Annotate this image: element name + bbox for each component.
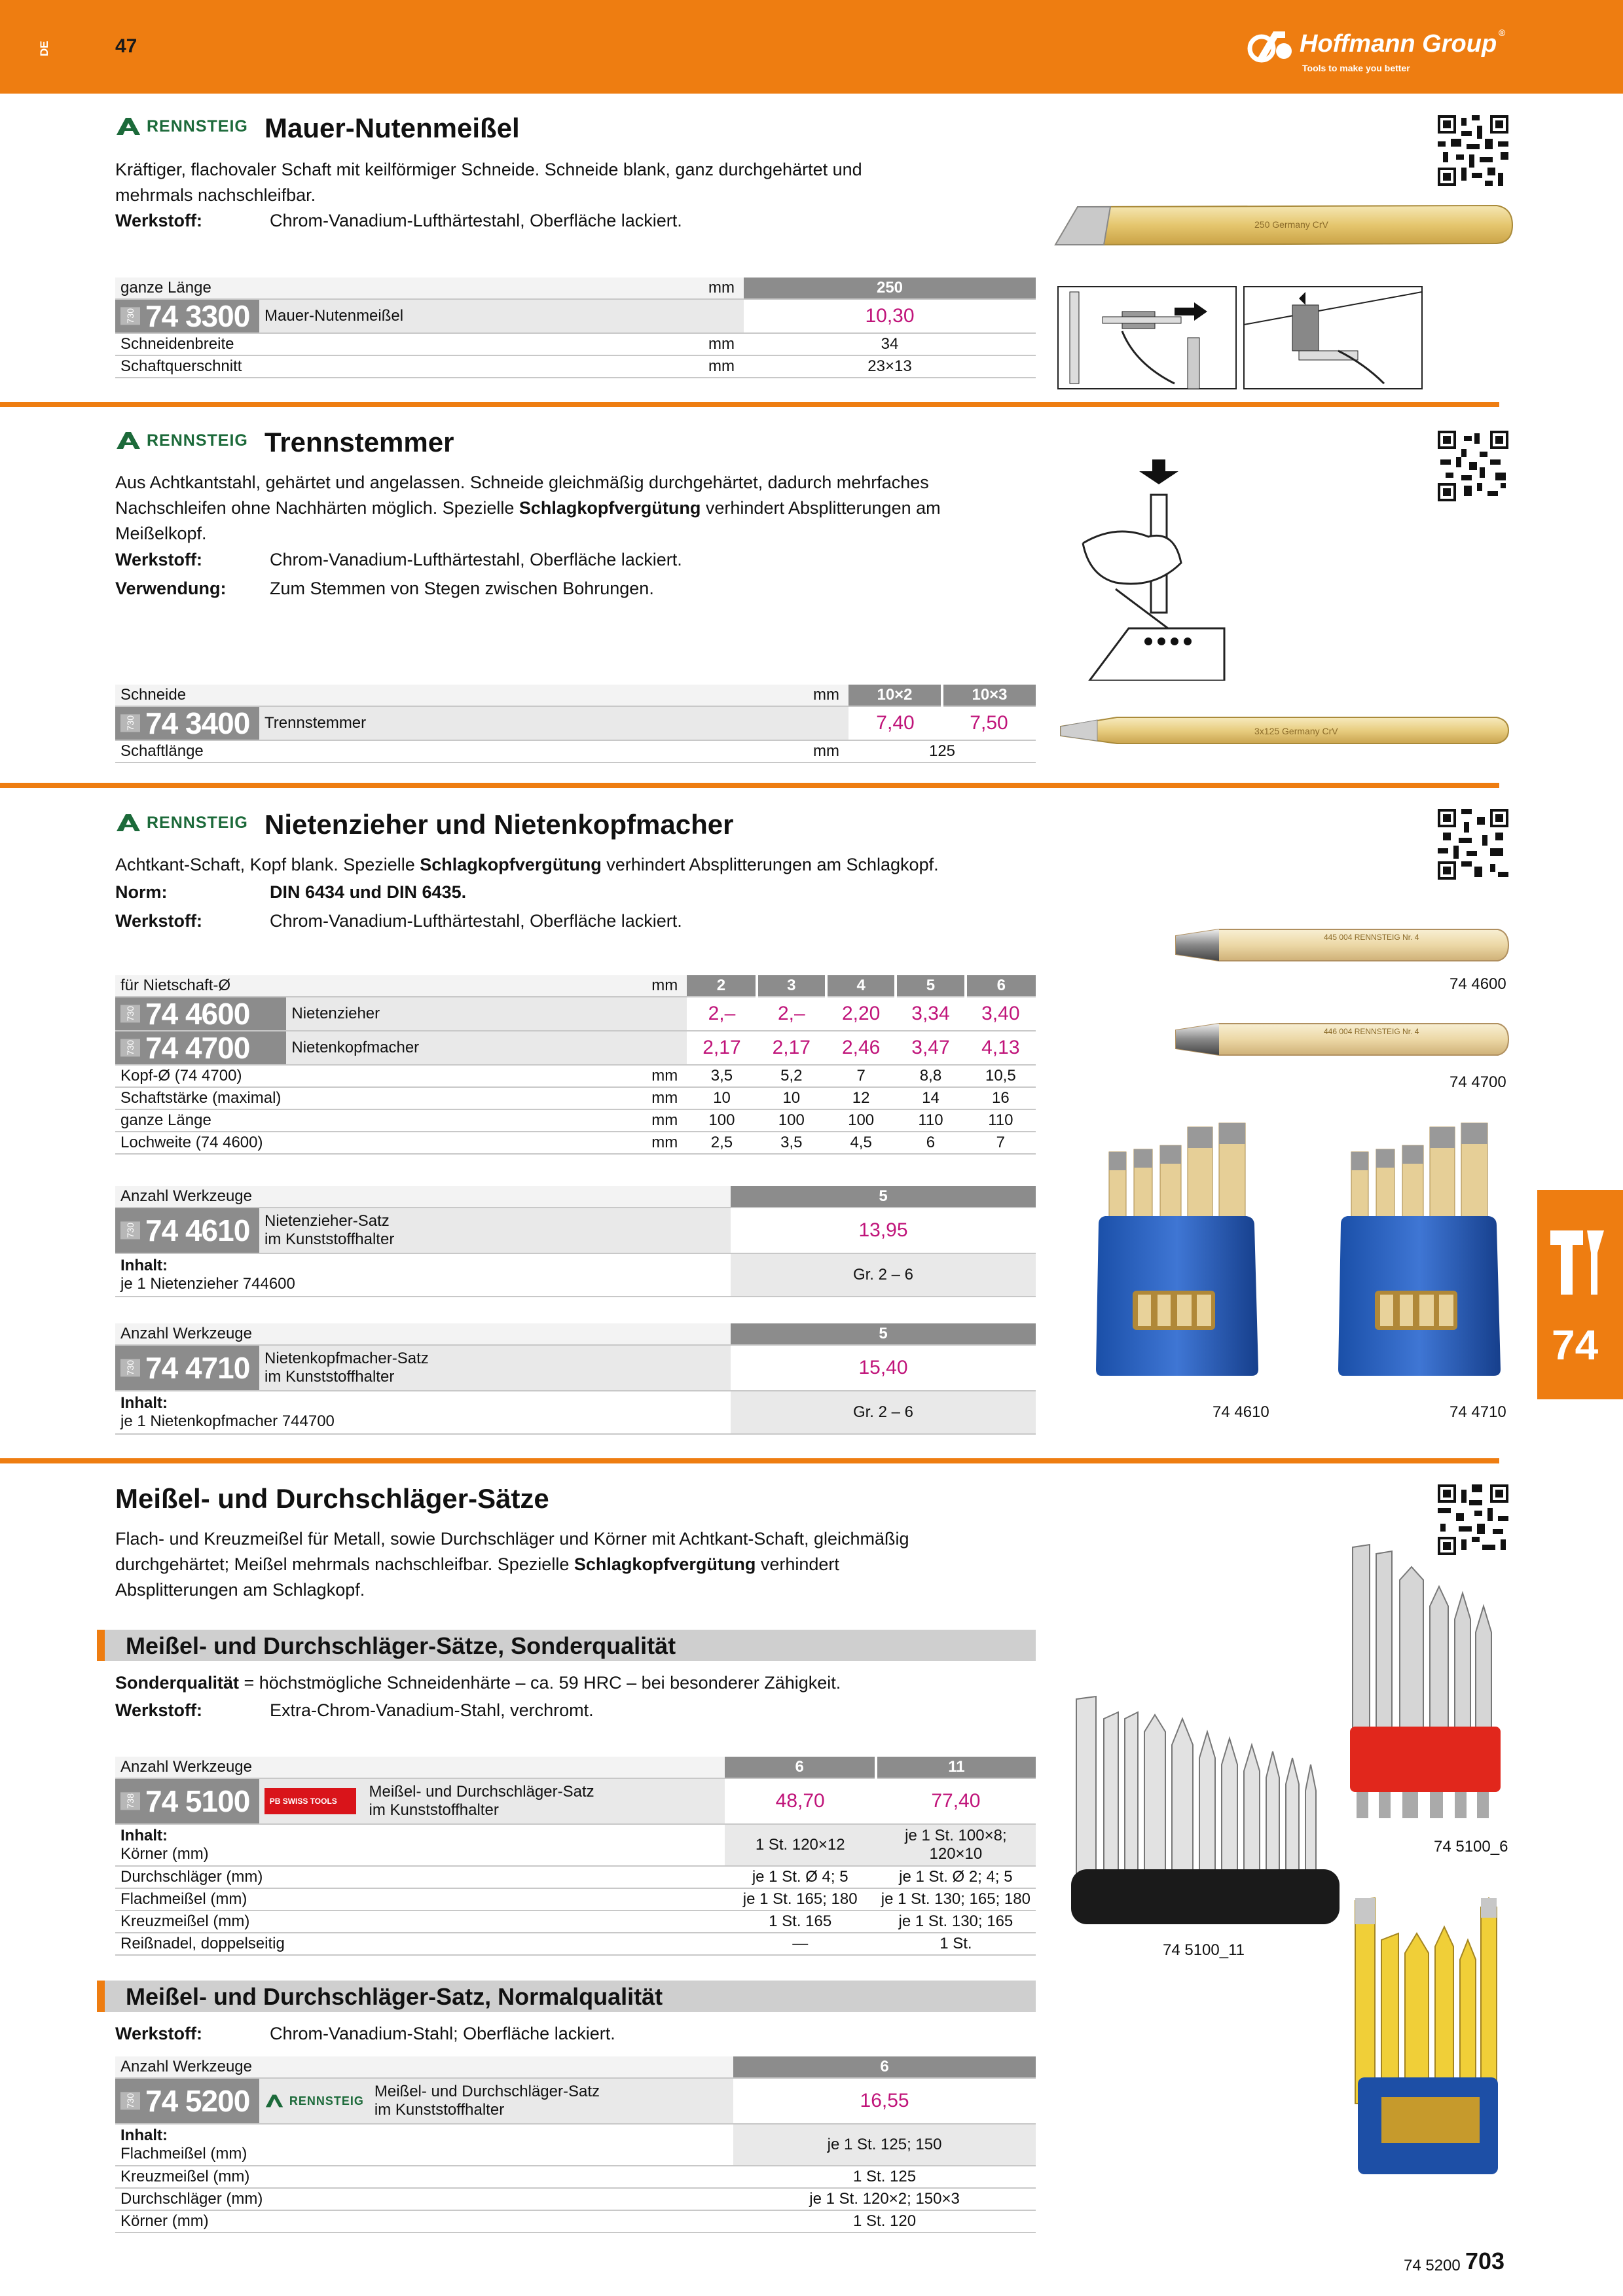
table-header-label: Anzahl Werkzeuge — [115, 2056, 733, 2078]
header-value: 4 — [826, 975, 896, 997]
price: 2,– — [757, 997, 826, 1031]
inhalt-label: Inhalt: — [120, 1827, 168, 1844]
name-line: im Kunststoffhalter — [264, 1368, 395, 1386]
price: 3,47 — [896, 1031, 965, 1065]
section-desc-mauer: Kräftiger, flachovaler Schaft mit keilförmiger Schneide. Schneide blank, ganz durchgehärtet und mehrmals nachschleifbar. — [115, 160, 862, 205]
article-prefix: 738 — [120, 1792, 140, 1810]
header-value: 2 — [687, 975, 756, 997]
row-label: Körner (mm) — [115, 2210, 733, 2233]
table-header-label: Anzahl Werkzeuge — [115, 1186, 731, 1208]
table-header-label: für Nietschaft-Ø — [115, 975, 286, 997]
article-prefix: 730 — [120, 714, 140, 732]
unit: mm — [731, 685, 848, 706]
image-caption: 74 4710 — [1450, 1403, 1506, 1421]
cell: 1 St. 120×12 — [725, 1824, 876, 1866]
article-number-cell[interactable] — [115, 706, 259, 740]
desc-bold: Schlagkopfvergütung — [420, 855, 602, 874]
cell: 5,2 — [757, 1065, 826, 1087]
mauer-table — [115, 278, 1036, 378]
price: 2,17 — [757, 1031, 826, 1065]
article-prefix: 730 — [120, 2092, 140, 2109]
inhalt-value: je 1 Nietenkopfmacher 744700 — [120, 1412, 335, 1430]
logo-tagline: Tools to make you better — [1302, 63, 1410, 73]
page-number: 703 — [1465, 2248, 1505, 2274]
subsection-bar — [97, 1630, 1036, 1661]
subsection-accent — [97, 1630, 105, 1661]
svg-text:250 Germany CrV: 250 Germany CrV — [1254, 219, 1328, 230]
cell: 1 St. 125 — [733, 2166, 1036, 2188]
table-row — [115, 1933, 1036, 1955]
cell: 10 — [687, 1087, 756, 1109]
werkstoff-row — [115, 1698, 901, 1724]
cell: 6 — [896, 1132, 965, 1154]
row-label: Schaftquerschnitt — [115, 355, 259, 378]
article-name: Nietenzieher — [286, 997, 629, 1031]
desc-text: Achtkant-Schaft, Kopf blank. Spezielle — [115, 855, 420, 874]
rennsteig-brand — [115, 813, 248, 833]
chisel-set-11-image — [1070, 1693, 1345, 1928]
cell: 1 St. — [876, 1933, 1036, 1955]
price: 10,30 — [744, 299, 1036, 333]
cell: je 1 St. 165; 180 — [725, 1888, 876, 1910]
row-value: 23×13 — [744, 355, 1036, 378]
article-number-cell[interactable] — [115, 299, 259, 333]
cell: 4,5 — [826, 1132, 896, 1154]
header-value: 6 — [966, 975, 1036, 997]
price: 2,17 — [687, 1031, 756, 1065]
header-value: 5 — [731, 1186, 1036, 1208]
chapter-side-tab[interactable] — [1537, 1190, 1623, 1399]
name-line: im Kunststoffhalter — [264, 1230, 395, 1248]
row-label: Durchschläger (mm) — [115, 1866, 725, 1888]
verwendung-label: Verwendung: — [115, 579, 227, 598]
article-number: 74 5100 — [145, 1784, 250, 1818]
trennstemmer-usage-illustration — [1076, 458, 1227, 681]
table-row — [115, 740, 1036, 762]
inhalt-cell — [115, 1824, 725, 1866]
table-row — [115, 1888, 1036, 1910]
unit: mm — [659, 355, 744, 378]
price: 3,40 — [966, 997, 1036, 1031]
desc-text: verhindert — [756, 1554, 839, 1574]
werkstoff-label: Werkstoff: — [115, 1700, 203, 1720]
hoffmann-logo-icon — [1247, 29, 1296, 63]
sonderqualitaet-line — [115, 1670, 841, 1696]
section-title-nietenzieher: Nietenzieher und Nietenkopfmacher — [264, 809, 734, 840]
price: 48,70 — [725, 1778, 876, 1824]
article-number: 74 4710 — [145, 1351, 250, 1385]
cell: je 1 St. 130; 165; 180 — [876, 1888, 1036, 1910]
header-value: 250 — [744, 278, 1036, 299]
row-label: Durchschläger (mm) — [115, 2188, 733, 2210]
table-row — [115, 2166, 1036, 2188]
table-row — [115, 2188, 1036, 2210]
inhalt-cell — [115, 1391, 731, 1434]
section-title-mauer: Mauer-Nutenmeißel — [264, 113, 520, 143]
unit: mm — [659, 333, 744, 355]
rennsteig-brand — [115, 431, 248, 450]
image-caption: 74 5100_11 — [1163, 1941, 1245, 1959]
cell: 2,5 — [687, 1132, 756, 1154]
price: 77,40 — [876, 1778, 1036, 1824]
article-name — [259, 1208, 731, 1253]
desc-line: Meißelkopf. — [115, 524, 207, 543]
price: 2,46 — [826, 1031, 896, 1065]
table-header-label: Schneide — [115, 685, 259, 706]
name-line: im Kunststoffhalter — [374, 2101, 505, 2119]
article-number-cell[interactable] — [115, 1208, 259, 1253]
table-row — [115, 1087, 1036, 1109]
table-header-label: Anzahl Werkzeuge — [115, 1323, 731, 1345]
section-desc-nietenzieher — [115, 852, 1097, 878]
section-desc-saetze — [115, 1526, 1097, 1603]
norm-row — [115, 880, 901, 906]
cell: 100 — [757, 1109, 826, 1132]
nietenkopfmacher-set-table — [115, 1323, 1036, 1435]
article-number-cell[interactable] — [115, 1778, 259, 1824]
mauer-chisel-image — [1051, 200, 1516, 253]
price: 7,40 — [848, 706, 942, 740]
hoffmann-logo[interactable] — [1247, 25, 1509, 77]
name-line: Meißel- und Durchschläger-Satz — [369, 1783, 594, 1801]
rennsteig-logo-icon — [115, 431, 141, 450]
header-value: 6 — [733, 2056, 1036, 2078]
article-name: Mauer-Nutenmeißel — [259, 299, 659, 333]
name-line: Nietenkopfmacher-Satz — [264, 1350, 429, 1367]
inhalt-label: Inhalt: — [120, 1394, 168, 1412]
size-range: Gr. 2 – 6 — [731, 1253, 1036, 1297]
section-title-saetze: Meißel- und Durchschläger-Sätze — [115, 1483, 549, 1514]
section-divider — [0, 783, 1499, 788]
werkstoff-label: Werkstoff: — [115, 550, 203, 569]
subsection-accent — [97, 1981, 105, 2012]
article-number-cell[interactable] — [115, 2078, 259, 2124]
svg-text:446 004 RENNSTEIG Nr. 4: 446 004 RENNSTEIG Nr. 4 — [1324, 1027, 1419, 1036]
header-value: 3 — [757, 975, 826, 997]
article-name — [369, 2078, 733, 2124]
rennsteig-brand — [115, 117, 248, 136]
row-label: Kopf-Ø (74 4700) — [115, 1065, 286, 1087]
inhalt-cell — [115, 1253, 731, 1297]
row-label: Flachmeißel (mm) — [120, 2145, 247, 2162]
price: 13,95 — [731, 1208, 1036, 1253]
trennstemmer-table — [115, 685, 1036, 763]
section-divider — [0, 402, 1499, 407]
cell: 7 — [826, 1065, 896, 1087]
unit: mm — [731, 740, 848, 762]
table-row — [115, 1065, 1036, 1087]
cell: 3,5 — [757, 1132, 826, 1154]
desc-line: Aus Achtkantstahl, gehärtet und angelassen. Schneide gleichmäßig durchgehärtet, dadurch mehrfaches — [115, 473, 929, 492]
brand-label: RENNSTEIG — [147, 117, 248, 135]
qr-code-icon[interactable] — [1438, 809, 1508, 880]
unit: mm — [629, 1087, 687, 1109]
chapter-number: 74 — [1552, 1321, 1599, 1369]
werkstoff-row — [115, 2021, 901, 2047]
logo-registered: ® — [1499, 27, 1506, 38]
desc-text: durchgehärtet; Meißel mehrmals nachschleifbar. Spezielle — [115, 1554, 574, 1574]
row-label: ganze Länge — [115, 1109, 286, 1132]
chisel-set-normal-image — [1349, 1894, 1506, 2182]
article-number: 74 3400 — [145, 706, 250, 740]
rennsteig-logo-icon — [115, 813, 141, 833]
cell: 10,5 — [966, 1065, 1036, 1087]
cell: 3,5 — [687, 1065, 756, 1087]
werkstoff-value: Chrom-Vanadium-Stahl; Oberfläche lackiert. — [270, 2024, 615, 2043]
svg-text:3x125 Germany CrV: 3x125 Germany CrV — [1254, 726, 1338, 736]
cell: 16 — [966, 1087, 1036, 1109]
price: 2,– — [687, 997, 756, 1031]
sq-label: Sonderqualität — [115, 1673, 240, 1693]
inhalt-label: Inhalt: — [120, 1257, 168, 1274]
desc-bold: Schlagkopfvergütung — [519, 498, 701, 518]
row-label: Flachmeißel (mm) — [115, 1888, 725, 1910]
table-row — [115, 1910, 1036, 1933]
price: 2,20 — [826, 997, 896, 1031]
cell: 7 — [966, 1132, 1036, 1154]
cell: 100 — [826, 1109, 896, 1132]
row-label: Schneidenbreite — [115, 333, 259, 355]
name-line: im Kunststoffhalter — [369, 1801, 499, 1819]
name-line: Meißel- und Durchschläger-Satz — [374, 2083, 600, 2100]
table-row — [115, 1132, 1036, 1154]
article-prefix: 730 — [120, 1359, 140, 1376]
usage-illustration — [1057, 285, 1423, 390]
qr-code-icon[interactable] — [1438, 115, 1508, 186]
werkstoff-row — [115, 547, 901, 573]
article-number: 74 4700 — [145, 1031, 250, 1065]
subsection-title: Meißel- und Durchschläger-Satz, Normalqualität — [126, 1983, 663, 2010]
table-row — [115, 1866, 1036, 1888]
pb-swiss-logo — [259, 1778, 364, 1824]
desc-line — [115, 1552, 1097, 1577]
article-number: 74 5200 — [145, 2084, 250, 2118]
werkstoff-label: Werkstoff: — [115, 2024, 203, 2043]
price: 4,13 — [966, 1031, 1036, 1065]
cell: je 1 St. 125; 150 — [733, 2124, 1036, 2166]
row-label: Reißnadel, doppelseitig — [115, 1933, 725, 1955]
nietenzieher-set-table — [115, 1186, 1036, 1297]
article-prefix: 730 — [120, 1005, 140, 1022]
row-value: 125 — [848, 740, 1036, 762]
cell: 110 — [896, 1109, 965, 1132]
price: 7,50 — [942, 706, 1036, 740]
article-name: Trennstemmer — [259, 706, 731, 740]
cell: — — [725, 1933, 876, 1955]
werkstoff-row — [115, 208, 901, 234]
table-row — [115, 1109, 1036, 1132]
subsection-title: Meißel- und Durchschläger-Sätze, Sonderqualität — [126, 1632, 676, 1659]
werkstoff-label: Werkstoff: — [115, 911, 203, 931]
cell: 1 St. 165 — [725, 1910, 876, 1933]
row-label: Lochweite (74 4600) — [115, 1132, 286, 1154]
cell: je 1 St. 120×2; 150×3 — [733, 2188, 1036, 2210]
cell: 110 — [966, 1109, 1036, 1132]
article-name: Nietenkopfmacher — [286, 1031, 629, 1065]
cell: 1 St. 120 — [733, 2210, 1036, 2233]
svg-text:445 004 RENNSTEIG Nr. 4: 445 004 RENNSTEIG Nr. 4 — [1324, 933, 1419, 942]
article-number: 74 4600 — [145, 997, 250, 1031]
section-desc-trennstemmer — [115, 470, 1032, 547]
norm-label: Norm: — [115, 882, 168, 902]
chisel-hammer-icon — [1548, 1227, 1608, 1299]
section-divider — [0, 1458, 1499, 1463]
inhalt-value: je 1 Nietenzieher 744600 — [120, 1275, 295, 1293]
desc-line: Flach- und Kreuzmeißel für Metall, sowie Durchschläger und Körner mit Achtkant-Schaft, gleichmäßig — [115, 1529, 909, 1549]
header-value: 5 — [896, 975, 965, 997]
article-number: 74 4610 — [145, 1213, 250, 1247]
nietenkopfmacher-image — [1173, 1011, 1510, 1069]
nietenzieher-table — [115, 975, 1036, 1155]
section-title-trennstemmer: Trennstemmer — [264, 427, 454, 457]
cell: je 1 St. 130; 165 — [876, 1910, 1036, 1933]
rennsteig-logo-icon — [264, 2094, 284, 2108]
chapter-page-number: 47 — [115, 35, 137, 57]
normalqualitaet-table — [115, 2056, 1036, 2233]
size-range: Gr. 2 – 6 — [731, 1391, 1036, 1434]
brand-label: RENNSTEIG — [147, 813, 248, 832]
article-number: 74 3300 — [145, 299, 250, 333]
desc-text: verhindert Absplitterungen am Schlagkopf. — [601, 855, 939, 874]
image-caption: 74 4700 — [1450, 1073, 1506, 1091]
norm-value: DIN 6434 und DIN 6435. — [270, 882, 467, 902]
table-header-label: Anzahl Werkzeuge — [115, 1757, 725, 1778]
price: 16,55 — [733, 2078, 1036, 2124]
image-caption: 74 4610 — [1213, 1403, 1269, 1421]
language-code: DE — [38, 41, 50, 56]
cell: je 1 St. 100×8; 120×10 — [876, 1824, 1036, 1866]
desc-text: verhindert Absplitterungen am — [701, 498, 941, 518]
desc-text: Nachschleifen ohne Nachhärten möglich. Spezielle — [115, 498, 519, 518]
row-label: Kreuzmeißel (mm) — [115, 2166, 733, 2188]
werkstoff-value: Chrom-Vanadium-Lufthärtestahl, Oberfläche lackiert. — [270, 211, 682, 230]
article-prefix: 730 — [120, 1039, 140, 1056]
werkstoff-label: Werkstoff: — [115, 211, 203, 230]
article-name — [259, 1345, 731, 1391]
brand-label: RENNSTEIG — [147, 431, 248, 450]
desc-bold: Schlagkopfvergütung — [574, 1554, 756, 1574]
inhalt-label: Inhalt: — [120, 2126, 168, 2144]
unit: mm — [629, 1132, 687, 1154]
article-name — [364, 1778, 725, 1824]
table-header-label: ganze Länge — [115, 278, 259, 299]
article-number-cell[interactable] — [115, 1345, 259, 1391]
row-label: Körner (mm) — [120, 1845, 209, 1863]
image-caption: 74 5200 — [1404, 2257, 1461, 2274]
cell: je 1 St. Ø 2; 4; 5 — [876, 1866, 1036, 1888]
page-header — [0, 0, 1623, 94]
brand-label: RENNSTEIG — [289, 2094, 364, 2108]
inhalt-cell — [115, 2124, 733, 2166]
cell: 100 — [687, 1109, 756, 1132]
cell: je 1 St. Ø 4; 5 — [725, 1866, 876, 1888]
price: 3,34 — [896, 997, 965, 1031]
cell: 14 — [896, 1087, 965, 1109]
logo-text: Hoffmann Group — [1300, 30, 1497, 58]
werkstoff-value: Extra-Chrom-Vanadium-Stahl, verchromt. — [270, 1700, 594, 1720]
header-value: 10×2 — [848, 685, 942, 706]
werkstoff-row — [115, 908, 901, 935]
desc-line: Absplitterungen am Schlagkopf. — [115, 1580, 365, 1600]
unit: mm — [629, 975, 687, 997]
image-caption: 74 5100_6 — [1434, 1838, 1508, 1856]
punch-sets-image — [1095, 1113, 1514, 1394]
cell: 10 — [757, 1087, 826, 1109]
trennstemmer-image — [1058, 708, 1510, 754]
qr-code-icon[interactable] — [1438, 431, 1508, 501]
nietenzieher-image — [1173, 916, 1510, 975]
header-value: 10×3 — [942, 685, 1036, 706]
rennsteig-logo-icon — [115, 117, 141, 136]
cell: 8,8 — [896, 1065, 965, 1087]
row-label: Schaftlänge — [115, 740, 259, 762]
rennsteig-brand-cell — [259, 2078, 369, 2124]
chisel-set-6-image — [1346, 1541, 1510, 1829]
article-prefix: 730 — [120, 1221, 140, 1239]
article-prefix: 730 — [120, 307, 140, 325]
row-value: 34 — [744, 333, 1036, 355]
table-row — [115, 2210, 1036, 2233]
header-value: 11 — [876, 1757, 1036, 1778]
sq-text: = höchstmögliche Schneidenhärte – ca. 59 HRC – bei besonderer Zähigkeit. — [239, 1673, 841, 1693]
verwendung-row — [115, 576, 901, 602]
image-caption: 74 4600 — [1450, 975, 1506, 993]
unit: mm — [629, 1109, 687, 1132]
subsection-bar — [97, 1981, 1036, 2012]
pb-logo-text: PB SWISS TOOLS — [264, 1788, 356, 1814]
unit: mm — [659, 278, 744, 299]
werkstoff-value: Chrom-Vanadium-Lufthärtestahl, Oberfläche lackiert. — [270, 550, 682, 569]
header-value: 6 — [725, 1757, 876, 1778]
unit: mm — [629, 1065, 687, 1087]
article-number-cell[interactable] — [115, 1031, 286, 1065]
header-value: 5 — [731, 1323, 1036, 1345]
row-label: Kreuzmeißel (mm) — [115, 1910, 725, 1933]
desc-line — [115, 495, 1032, 521]
price: 15,40 — [731, 1345, 1036, 1391]
name-line: Nietenzieher-Satz — [264, 1212, 390, 1230]
sonderqualitaet-table — [115, 1757, 1036, 1956]
table-row — [115, 333, 1036, 355]
article-number-cell[interactable] — [115, 997, 286, 1031]
werkstoff-value: Chrom-Vanadium-Lufthärtestahl, Oberfläche lackiert. — [270, 911, 682, 931]
table-row — [115, 355, 1036, 378]
row-label: Schaftstärke (maximal) — [115, 1087, 286, 1109]
verwendung-value: Zum Stemmen von Stegen zwischen Bohrungen. — [270, 579, 654, 598]
cell: 12 — [826, 1087, 896, 1109]
